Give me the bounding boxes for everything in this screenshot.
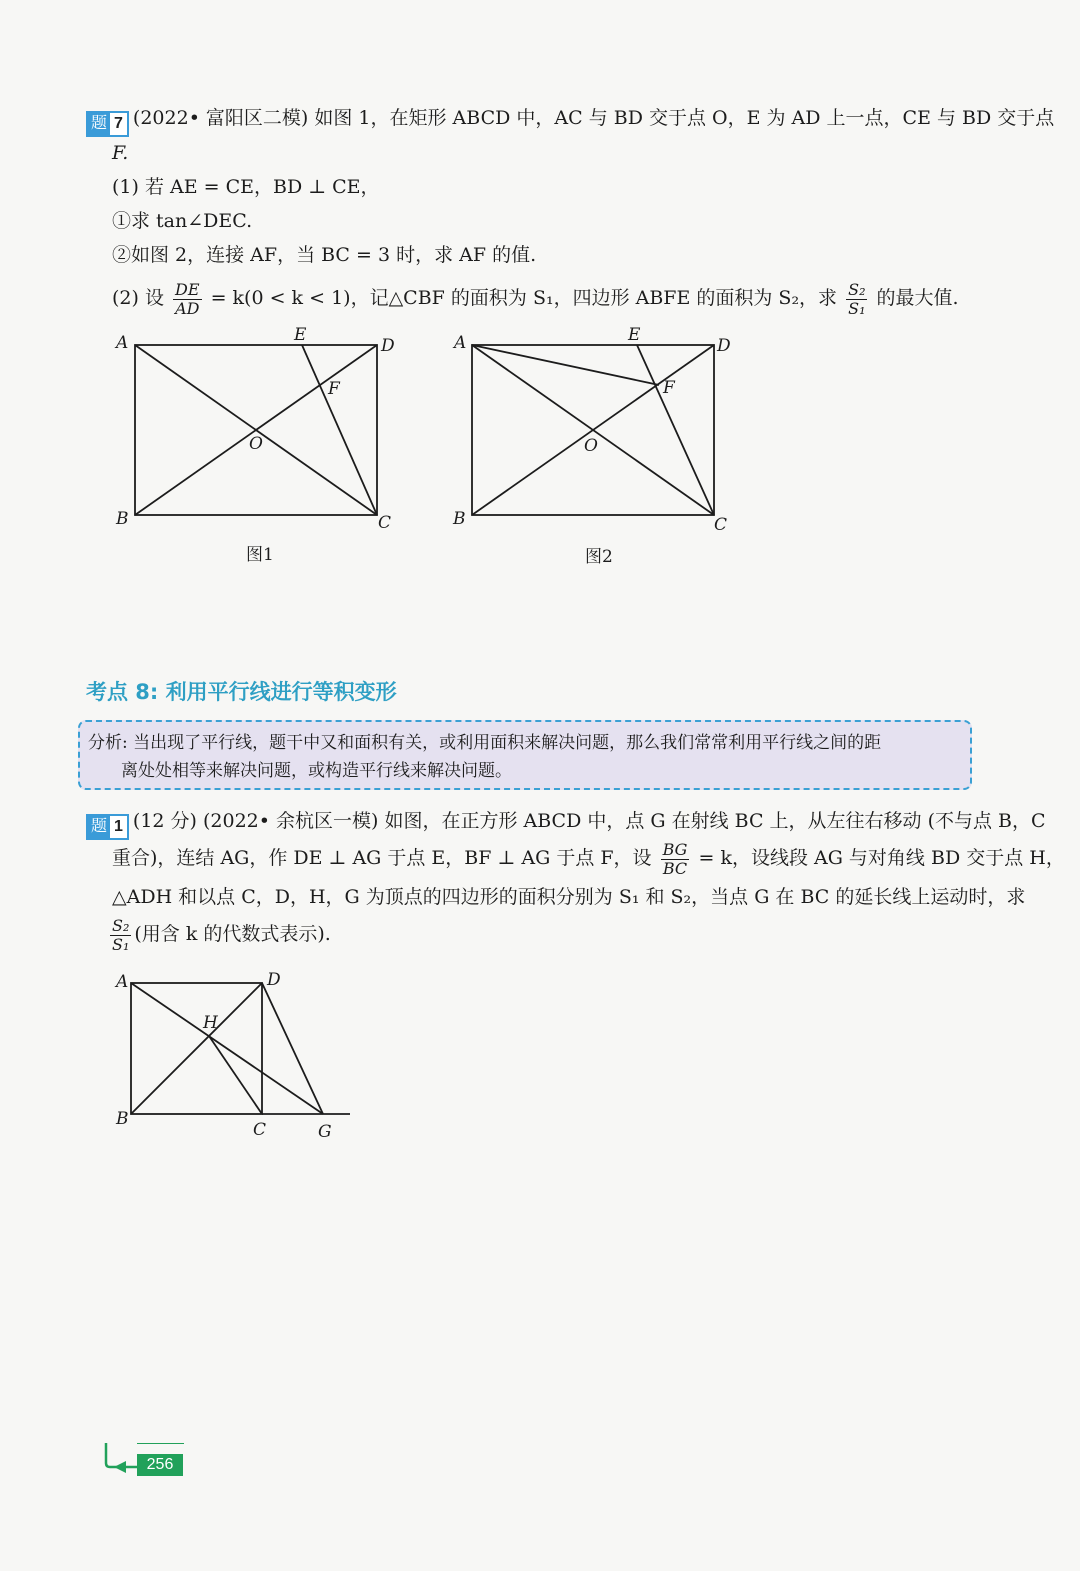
frac-num: S₂ [848,279,866,299]
page-number: 256 [137,1454,183,1476]
q7-line1-text: (2022• 富阳区二模) 如图 1，在矩形 ABCD 中，AC 与 BD 交于点 O，E 为 AD 上一点，CE 与 BD 交于点 [132,107,1055,129]
label-o: O [584,436,598,456]
segment-ce [637,345,714,515]
q7-part2 [112,278,959,318]
fraction-s2-s1 [846,281,867,318]
q7-line4: ①求 tan∠DEC. [112,210,253,232]
section-title: 考点 8: 利用平行线进行等积变形 [86,680,397,704]
figure-2 [440,320,760,540]
label-e: E [294,325,307,345]
q1-line2 [112,838,1065,878]
q7-line1 [86,103,1054,137]
frac-den: S₁ [112,934,130,954]
q7-line2: F. [112,142,129,164]
label-o: O [249,434,263,454]
label-f: F [328,379,340,399]
analysis-line-1: 分析: 当出现了平行线，题干中又和面积有关，或利用面积来解决问题，那么我们常常利用平行线之间的距 [88,733,882,753]
q1-line2-post: = k，设线段 AG 与对角线 BD 交于点 H， [698,847,1065,869]
segment-hc [209,1036,262,1114]
q7-badge: 题 7 [86,111,129,137]
label-a: A [116,333,129,353]
frac-num: DE [175,279,200,299]
frac-den: AD [175,298,200,318]
label-d: D [381,336,395,356]
frac-num: BG [662,839,688,859]
label-d: D [267,970,281,990]
q1-line4-post: (用含 k 的代数式表示). [134,923,331,945]
q1-line3: △ADH 和以点 C，D，H，G 为顶点的四边形的面积分别为 S₁ 和 S₂，当点 G 在 BC 的延长线上运动时，求 [112,886,1026,908]
label-b: B [116,509,129,529]
label-g: G [318,1122,332,1142]
q1-line1-text: (12 分) (2022• 余杭区一模) 如图，在正方形 ABCD 中，点 G 在射线 BC 上，从左往右移动 (不与点 B，C [132,810,1046,832]
q7-part2-post: 的最大值. [876,287,959,309]
fraction-bg-bc [661,841,690,878]
frac-den: S₁ [848,298,866,318]
label-a: A [454,333,467,353]
q7-line3: (1) 若 AE = CE，BD ⊥ CE， [112,176,380,198]
label-c: C [378,513,392,533]
figure-1 [100,320,420,540]
q7-part2-mid: = k(0 < k < 1)，记△CBF 的面积为 S₁，四边形 ABFE 的面积为 S₂，求 [210,287,838,309]
label-a: A [116,972,129,992]
q1-line1 [86,806,1046,840]
q7-part2-pre: (2) 设 [112,287,164,309]
fraction-s2-s1 [110,917,131,954]
figure-2-caption: 图2 [585,547,613,567]
label-c: C [253,1120,267,1140]
label-e: E [628,325,641,345]
label-f: F [663,378,675,398]
figure-1-caption: 图1 [246,545,274,565]
label-b: B [116,1109,129,1129]
q7-line5: ②如图 2，连接 AF，当 BC = 3 时，求 AF 的值. [112,244,537,266]
segment-dg [262,983,323,1114]
frac-num: S₂ [112,915,130,935]
analysis-line-2: 离处处相等来解决问题，或构造平行线来解决问题。 [121,761,512,781]
frac-den: BC [662,858,688,878]
diagonal-bd [131,983,262,1114]
q1-line4 [110,914,331,954]
q1-badge: 题 1 [86,814,129,840]
label-b: B [453,509,466,529]
segment-ag [131,983,323,1114]
fraction-de-ad [173,281,202,318]
label-d: D [717,336,731,356]
q1-line2-pre: 重合)，连结 AG，作 DE ⊥ AG 于点 E，BF ⊥ AG 于点 F，设 [112,847,652,869]
analysis-box [78,720,972,790]
label-h: H [203,1013,218,1033]
label-c: C [714,515,728,535]
figure-3 [100,960,360,1145]
